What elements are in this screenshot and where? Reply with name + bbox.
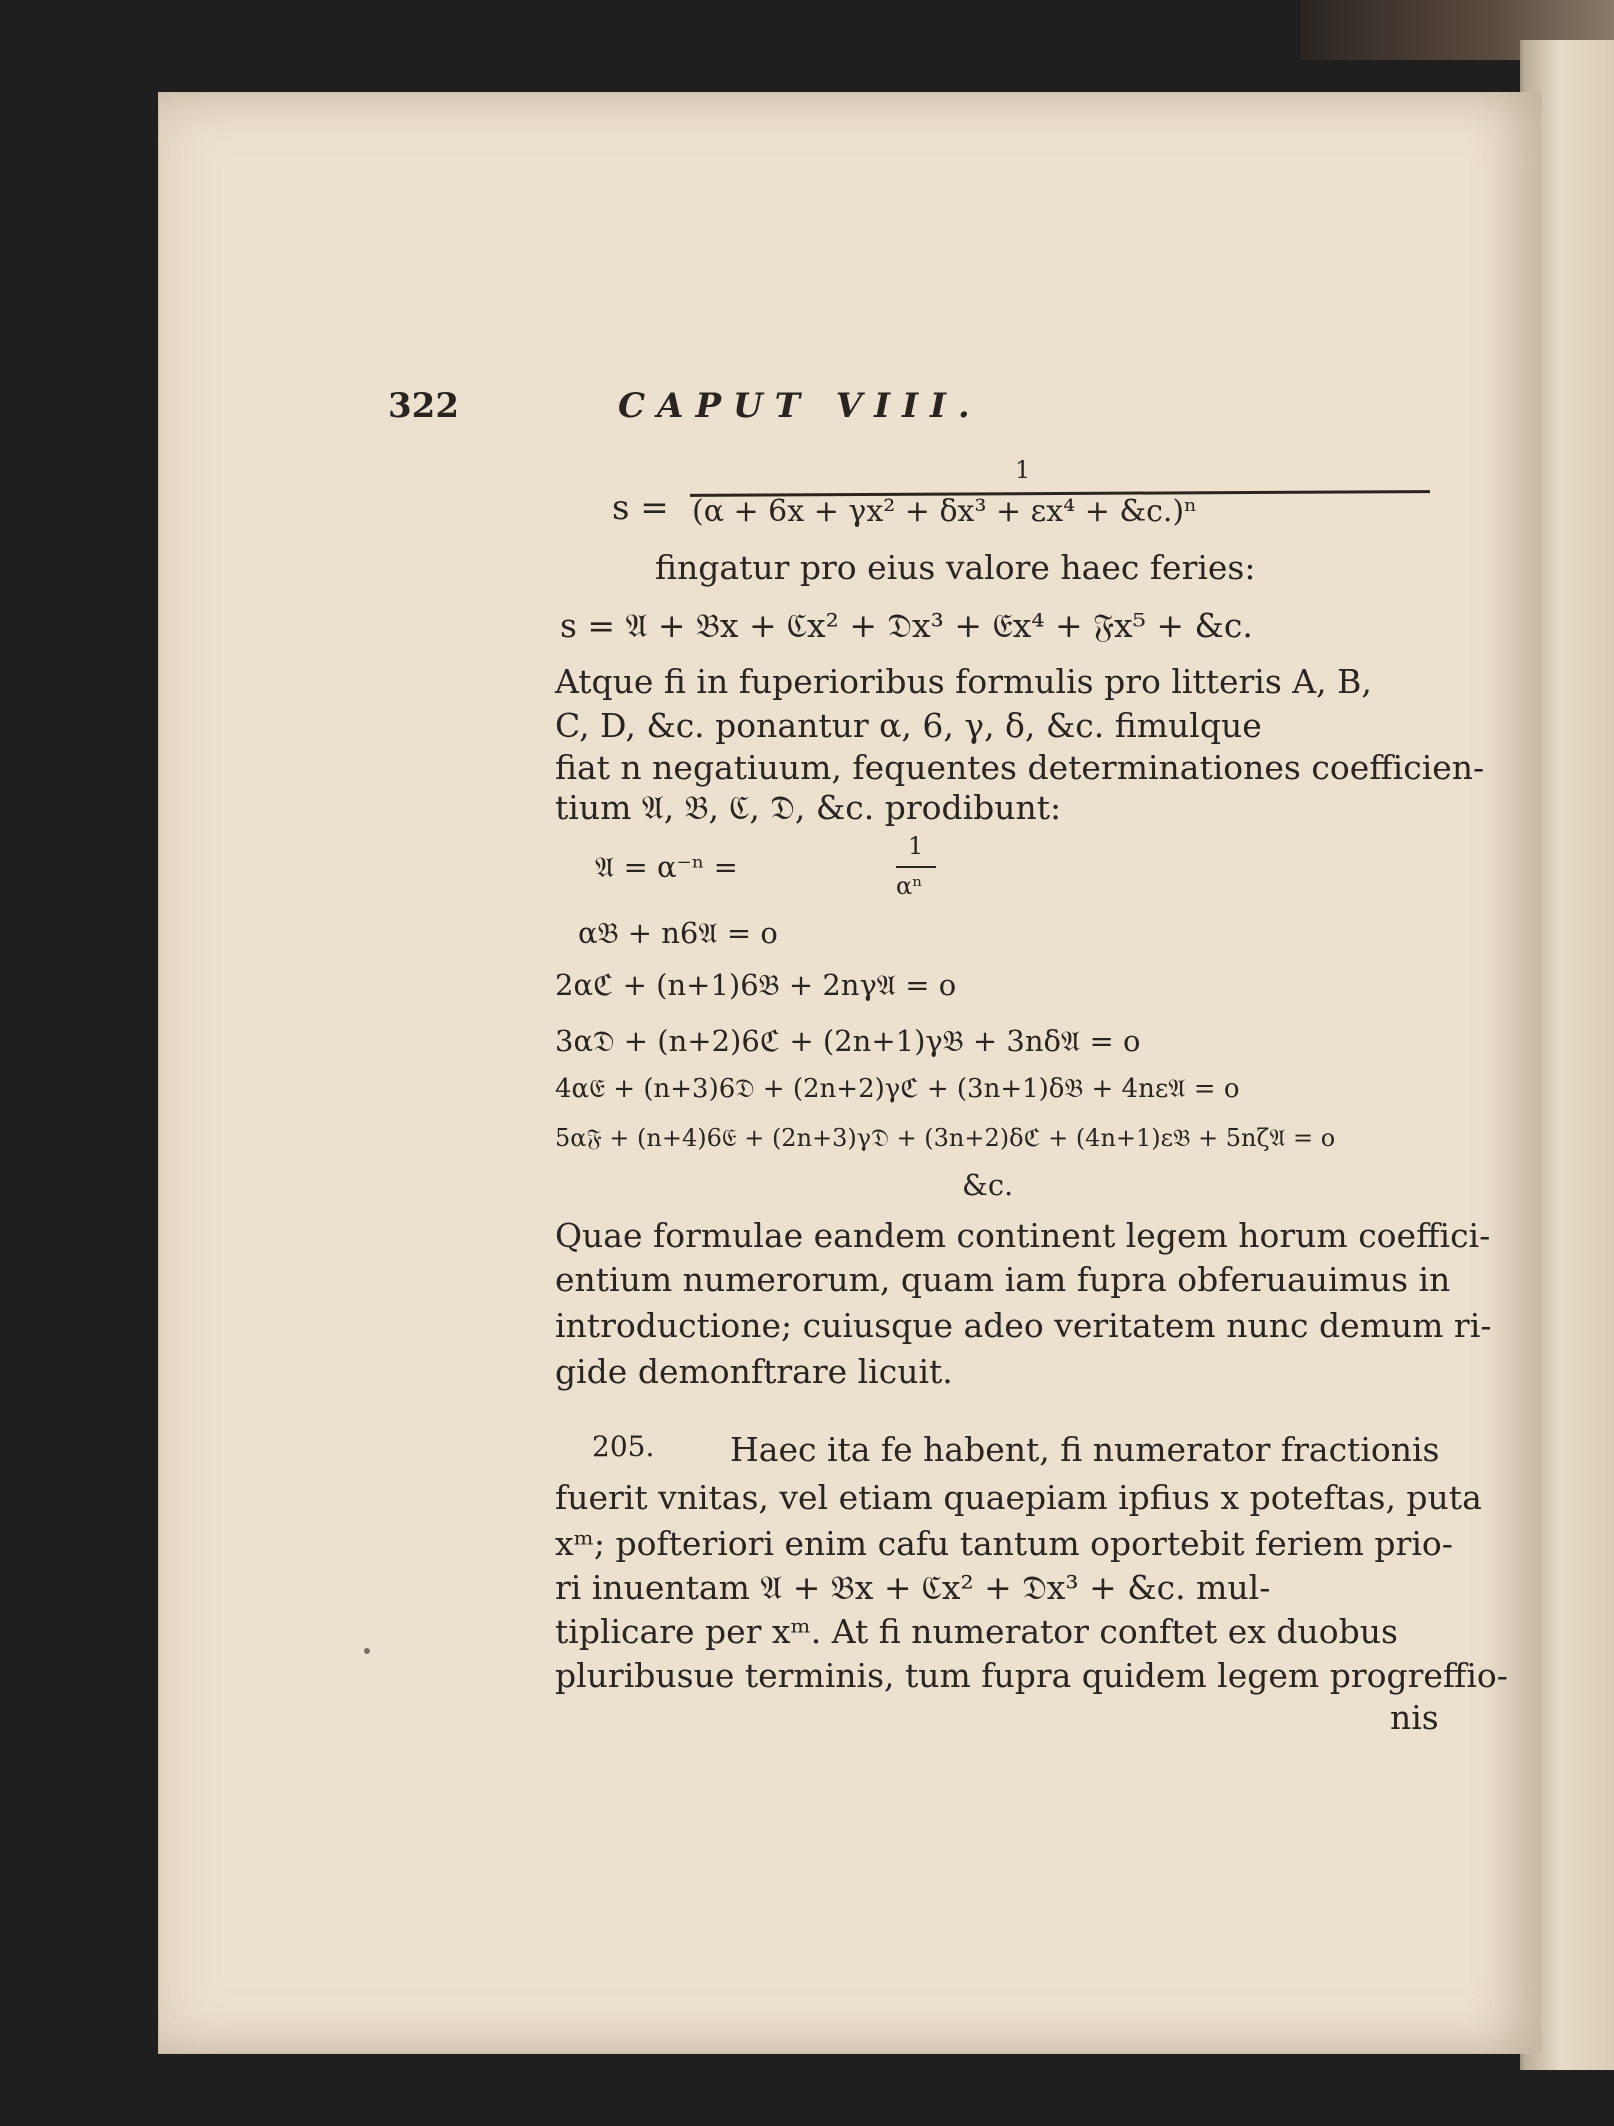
equation-line: 3α𝔇 + (n+2)6ℭ + (2n+1)γ𝔅 + 3nδ𝔄 = o: [555, 1024, 1141, 1058]
text-line: ri inuentam 𝔄 + 𝔅x + ℭx² + 𝔇x³ + &c. mul-: [555, 1568, 1271, 1607]
text-line: introductione; cuiusque adeo veritatem nunc demum ri-: [555, 1306, 1492, 1345]
text-line: fingatur pro eius valore haec feries:: [655, 548, 1256, 587]
equation-first-numerator: 1: [908, 832, 924, 860]
equation-first-lhs: 𝔄 = α⁻ⁿ =: [595, 850, 738, 884]
equation-line: α𝔅 + n6𝔄 = o: [578, 916, 778, 950]
text-line: pluribusue terminis, tum fupra quidem legem progreffio-: [555, 1656, 1508, 1695]
equation-line: 5α𝔉 + (n+4)6𝔈 + (2n+3)γ𝔇 + (3n+2)δℭ + (4n+1)ε𝔅 + 5nζ𝔄 = o: [555, 1124, 1336, 1152]
equation-etc: &c.: [962, 1168, 1014, 1202]
formula-lhs: s =: [612, 488, 669, 528]
text-line: tiplicare per xᵐ. At fi numerator conftet ex duobus: [555, 1612, 1398, 1651]
text-line: fiat n negatiuum, fequentes determinationes coefficien-: [555, 748, 1485, 787]
catchword: nis: [1390, 1698, 1439, 1737]
equation-first-denominator: αⁿ: [896, 872, 923, 900]
running-head: CAPUT VIII.: [618, 386, 982, 426]
formula-numerator: 1: [1015, 456, 1031, 484]
text-line: entium numerorum, quam iam fupra obferuauimus in: [555, 1260, 1451, 1299]
text-line: fuerit vnitas, vel etiam quaepiam ipfius x poteftas, puta: [555, 1478, 1482, 1517]
text-line: Quae formulae eandem continent legem horum coeffici-: [555, 1216, 1491, 1255]
text-line: Atque fi in fuperioribus formulis pro litteris A, B,: [555, 662, 1372, 701]
equation-line: 2αℭ + (n+1)6𝔅 + 2nγ𝔄 = o: [555, 968, 957, 1002]
equation-line: 4α𝔈 + (n+3)6𝔇 + (2n+2)γℭ + (3n+1)δ𝔅 + 4nε𝔄 = o: [555, 1074, 1240, 1104]
text-line: gide demonftrare licuit.: [555, 1352, 953, 1391]
text-line: C, D, &c. ponantur α, 6, γ, δ, &c. fimulque: [555, 706, 1262, 745]
ink-smudge: [364, 1648, 370, 1654]
section-number: 205.: [592, 1430, 655, 1463]
text-line: Haec ita fe habent, fi numerator fractionis: [730, 1430, 1440, 1469]
text-line: xᵐ; pofteriori enim cafu tantum oportebit feriem prio-: [555, 1524, 1453, 1563]
page-number: 322: [388, 386, 459, 426]
series-formula: s = 𝔄 + 𝔅x + ℭx² + 𝔇x³ + 𝔈x⁴ + 𝔉x⁵ + &c.: [560, 606, 1253, 645]
equation-fraction-bar: [896, 866, 936, 868]
text-line: tium 𝔄, 𝔅, ℭ, 𝔇, &c. prodibunt:: [555, 788, 1062, 827]
formula-denominator: (α + 6x + γx² + δx³ + εx⁴ + &c.)ⁿ: [692, 494, 1198, 529]
